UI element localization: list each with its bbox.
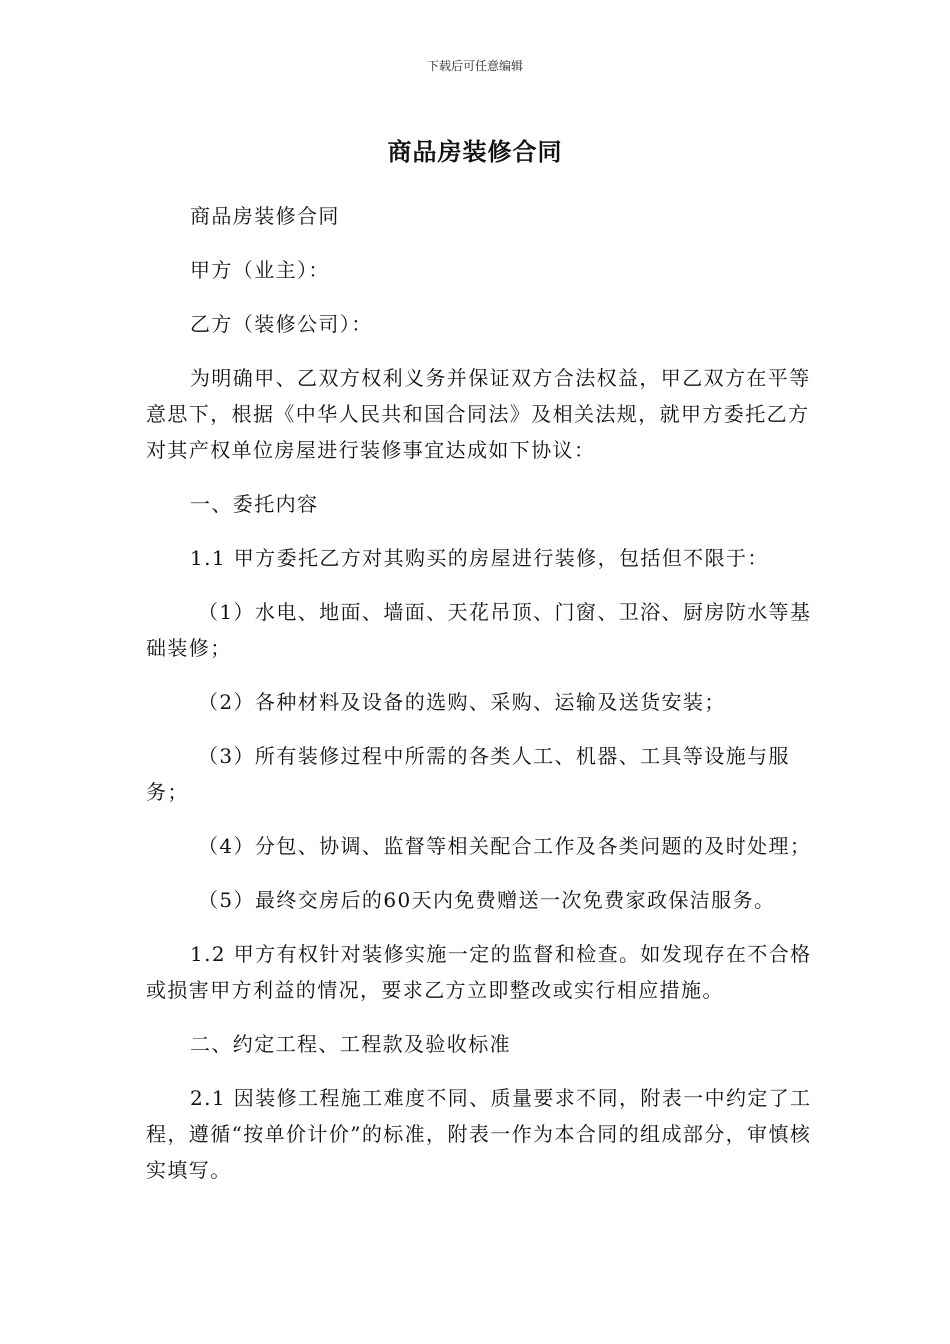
paragraph-subtitle: 商品房装修合同 <box>190 204 340 228</box>
document-body <box>146 198 814 1206</box>
list-item-5: （5）最终交房后的60天内免费赠送一次免费家政保洁服务。 <box>198 888 776 912</box>
header-note: 下载后可任意编辑 <box>426 59 523 73</box>
section-heading-2: 二、约定工程、工程款及验收标准 <box>190 1032 511 1056</box>
list-item-2: （2）各种材料及设备的选购、采购、运输及送货安装； <box>198 690 726 714</box>
section-heading-1: 一、委托内容 <box>190 492 319 516</box>
clause-2-1: 2.1 因装修工程施工难度不同、质量要求不同，附表一中约定了工程，遵循“按单价计价”的标准，附表一作为本合同的组成部分，审慎核实填写。 <box>146 1086 812 1182</box>
document-title: 商品房装修合同 <box>387 138 563 166</box>
paragraph-party-b: 乙方（装修公司）： <box>190 312 373 336</box>
paragraph-preamble: 为明确甲、乙双方权利义务并保证双方合法权益，甲乙双方在平等意思下，根据《中华人民共和国合同法》及相关法规，就甲方委托乙方对其产权单位房屋进行装修事宜达成如下协议： <box>146 366 811 462</box>
paragraph-party-a: 甲方（业主）： <box>190 258 330 282</box>
list-item-1: （1）水电、地面、墙面、天花吊顶、门窗、卫浴、厨房防水等基础装修； <box>146 600 812 660</box>
clause-1-1: 1.1 甲方委托乙方对其购买的房屋进行装修，包括但不限于： <box>190 546 769 570</box>
list-item-3: （3）所有装修过程中所需的各类人工、机器、工具等设施与服务； <box>146 744 790 804</box>
list-item-4: （4）分包、协调、监督等相关配合工作及各类问题的及时处理； <box>198 834 812 858</box>
clause-1-2: 1.2 甲方有权针对装修实施一定的监督和检查。如发现存在不合格或损害甲方利益的情况，要求乙方立即整改或实行相应措施。 <box>146 942 812 1002</box>
